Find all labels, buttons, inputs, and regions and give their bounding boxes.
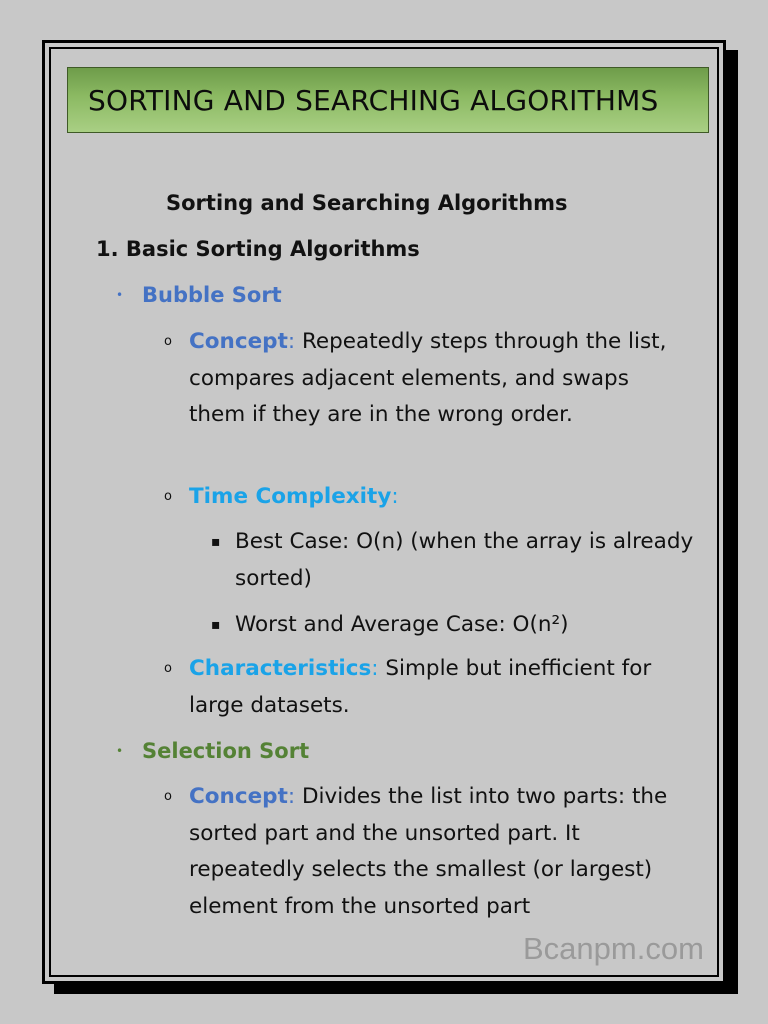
- bubble-concept-item: [164, 324, 689, 434]
- best-case-item: [211, 524, 695, 597]
- worst-case-text: Worst and Average Case: O(n²): [235, 612, 569, 637]
- selection-sort-label: Selection Sort: [142, 739, 310, 763]
- characteristics-text: Simple but inefficient for large datasets.: [189, 656, 652, 718]
- circle-bullet-icon: o: [164, 661, 172, 676]
- selection-concept-item: [164, 779, 689, 925]
- banner-title: SORTING AND SEARCHING ALGORITHMS: [88, 83, 659, 117]
- square-bullet-icon: ▪: [211, 534, 221, 550]
- concept-text: Divides the list into two parts: the sorted part and the unsorted part. It repeatedly selects the smallest (or largest) element from the unsorted part: [189, 784, 668, 919]
- concept-text: Repeatedly steps through the list, compares adjacent elements, and swaps them if they are in the wrong order.: [189, 329, 667, 427]
- bubble-characteristics-item: [164, 651, 689, 724]
- circle-bullet-icon: o: [164, 489, 172, 504]
- document-page: [42, 40, 726, 984]
- watermark: Bcanpm.com: [523, 931, 704, 966]
- circle-bullet-icon: o: [164, 789, 172, 804]
- bullet-icon: •: [116, 744, 124, 758]
- list-item-selection-sort: [116, 739, 310, 763]
- bubble-sort-label: Bubble Sort: [142, 283, 282, 307]
- concept-colon: :: [287, 329, 296, 354]
- bubble-time-item: [164, 479, 689, 516]
- concept-term: Concept: [189, 784, 288, 809]
- concept-term: Concept: [189, 329, 288, 354]
- characteristics-colon: :: [371, 656, 379, 681]
- best-case-text: Best Case: O(n) (when the array is already sorted): [235, 529, 694, 591]
- worst-case-item: [211, 607, 695, 644]
- square-bullet-icon: ▪: [211, 617, 221, 633]
- section-heading: 1. Basic Sorting Algorithms: [96, 237, 420, 261]
- concept-colon: :: [287, 784, 296, 809]
- bullet-icon: •: [116, 288, 124, 302]
- time-complexity-term: Time Complexity: [189, 484, 392, 509]
- list-item-bubble-sort: [116, 283, 282, 307]
- characteristics-term: Characteristics: [189, 656, 372, 681]
- time-complexity-colon: :: [391, 484, 399, 509]
- document-heading: Sorting and Searching Algorithms: [166, 191, 568, 215]
- circle-bullet-icon: o: [164, 334, 172, 349]
- document-content: [45, 43, 723, 981]
